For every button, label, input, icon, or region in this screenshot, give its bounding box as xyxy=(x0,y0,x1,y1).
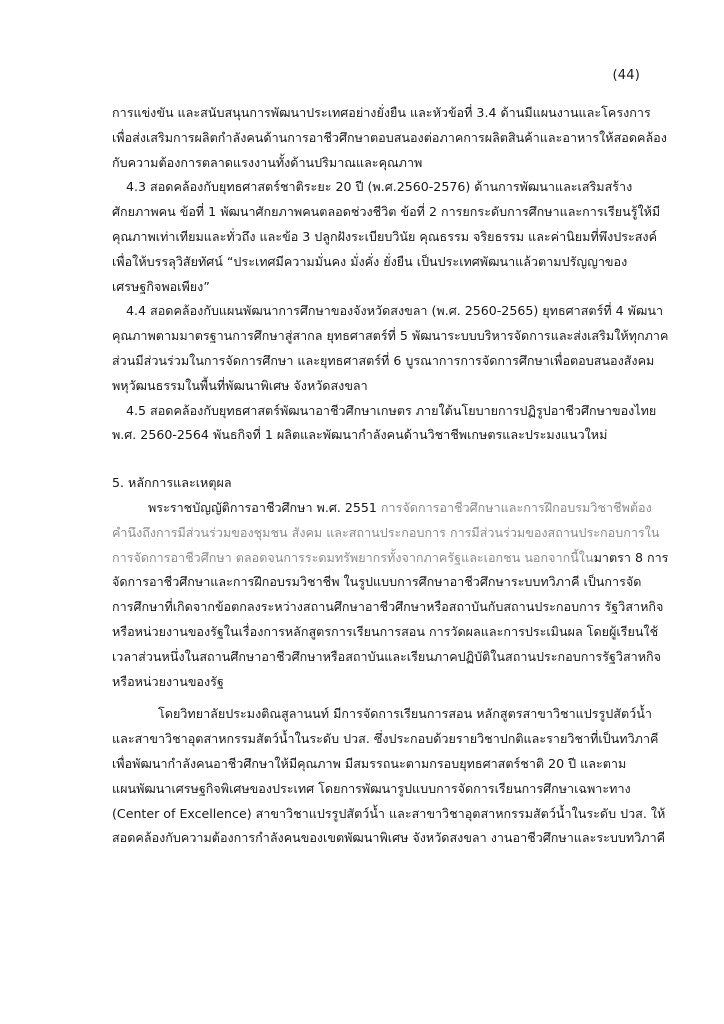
text-line: เพื่อส่งเสริมการผลิตกำลังคนด้านการอาชีวศึกษาตอบสนองต่อภาคการผลิตสินค้าและอาหารให้สอดคล้อง xyxy=(112,129,667,145)
text-line: เพื่อให้บรรลุวิสัยทัศน์ “ประเทศมีความมั่นคง มั่งคั่ง ยั่งยืน เป็นประเทศพัฒนาแล้วตามปรัญญาของ xyxy=(112,253,628,269)
section-reference: มาตรา 8 การ xyxy=(593,549,669,565)
text-line: ส่วนมีส่วนร่วมในการจัดการศึกษา และยุทธศาสตร์ที่ 6 บูรณาการการจัดการศึกษาเพื่อตอบสนองสังคม xyxy=(112,352,655,368)
text-line: แผนพัฒนาเศรษฐกิจพิเศษของประเทศ โดยการพัฒนารูปแบบการจัดการเรียนการศึกษาเฉพาะทาง xyxy=(112,780,631,796)
text-line: เศรษฐกิจพอเพียง” xyxy=(112,278,210,294)
spacer xyxy=(112,696,626,704)
document-body xyxy=(112,103,669,853)
text-line xyxy=(112,498,652,518)
text-line: คุณภาพตามมาตรฐานการศึกษาสู่สากล ยุทธศาสตร์ที่ 5 พัฒนาระบบบริหารจัดการและส่งเสริมให้ทุกภาค xyxy=(112,328,669,344)
text-line: หรือหน่วยงานของรัฐในเรื่องการหลักสูตรการเรียนการสอน การวัดผลและการประเมินผล โดยผู้เรียนใช้ xyxy=(112,623,659,639)
text-line: ศักยภาพคน ข้อที่ 1 พัฒนาศักยภาพคนตลอดช่วงชีวิต ข้อที่ 2 การยกระดับการศึกษาและการเรียนรู้ให้มี xyxy=(112,204,661,220)
text-line: หรือหน่วยงานของรัฐ xyxy=(112,673,224,689)
item-4-3: 4.3 สอดคล้องกับยุทธศาสตร์ชาติระยะ 20 ปี (พ.ศ.2560-2576) ด้านการพัฒนาและเสริมสร้าง xyxy=(126,179,633,195)
act-title: พระราชบัญญัติการอาชีวศึกษา พ.ศ. 2551 xyxy=(148,499,377,515)
text-line: และสาขาวิชาอุตสาหกรรมสัตว์น้ำในระดับ ปวส. ซึ่งประกอบด้วยรายวิชาปกติและรายวิชาที่เป็นทวิภาคี xyxy=(112,731,659,747)
item-4-5: 4.5 สอดคล้องกับยุทธศาสตร์พัฒนาอาชีวศึกษาเกษตร ภายใต้นโยบายการปฏิรูปอาชีวศึกษาของไทย xyxy=(126,402,657,418)
spacer xyxy=(112,450,626,473)
text-line: เพื่อพัฒนากำลังคนอาชีวศึกษาให้มีคุณภาพ มีสมรรถนะตามกรอบยุทธศาสตร์ชาติ 20 ปี และตาม xyxy=(112,755,627,771)
text-line: โดยวิทยาลัยประมงติณสูลานนท์ มีการจัดการเรียนการสอน หลักสูตรสาขาวิชาแปรรูปสัตว์น้ำ xyxy=(158,706,652,722)
text-line: สอดคล้องกับความต้องการกำลังคนของเขตพัฒนาพิเศษ จังหวัดสงขลา งานอาชีวศึกษาและระบบทวิภาคี xyxy=(112,830,666,846)
text-span: การจัดการอาชีวศึกษาและการฝึกอบรมวิชาชีพต้อง xyxy=(376,499,652,515)
text-line: พหุวัฒนธรรมในพื้นที่พัฒนาพิเศษ จังหวัดสงขลา xyxy=(112,377,368,393)
text-line: กับความต้องการตลาดแรงงานทั้งด้านปริมาณและคุณภาพ xyxy=(112,154,423,170)
text-line: การแข่งขัน และสนับสนุนการพัฒนาประเทศอย่างยั่งยืน และหัวข้อที่ 3.4 ด้านมีแผนงานและโครงการ xyxy=(112,105,651,120)
page-number: (44) xyxy=(612,68,640,83)
text-line: คำนึงถึงการมีส่วนร่วมของชุมชน สังคม และสถานประกอบการ การมีส่วนร่วมของสถานประกอบการใน xyxy=(112,524,660,540)
item-4-4: 4.4 สอดคล้องกับแผนพัฒนาการศึกษาของจังหวัดสงขลา (พ.ศ. 2560-2565) ยุทธศาสตร์ที่ 4 พัฒนา xyxy=(126,303,664,319)
text-line xyxy=(112,548,669,568)
text-line: การศึกษาที่เกิดจากข้อตกลงระหว่างสถานศึกษาอาชีวศึกษาหรือสถาบันกับสถานประกอบการ รัฐวิสาหกิจ xyxy=(112,599,664,615)
text-span: การจัดการอาชีวศึกษา ตลอดจนการระดมทรัพยากรทั้งจากภาครัฐและเอกชน นอกจากนี้ใน xyxy=(112,549,594,565)
text-line: (Center of Excellence) สาขาวิชาแปรรูปสัตว์น้ำ และสาขาวิชาอุตสาหกรรมสัตว์น้ำในระดับ ปวส. ให้ xyxy=(112,805,666,821)
text-line: เวลาส่วนหนึ่งในสถานศึกษาอาชีวศึกษาหรือสถาบันและเรียนภาคปฏิบัติในสถานประกอบการรัฐวิสาหกิจ xyxy=(112,648,662,664)
text-line: จัดการอาชีวศึกษาและการฝึกอบรมวิชาชีพ ในรูปแบบการศึกษาอาชีวศึกษาระบบทวิภาคี เป็นการจัด xyxy=(112,574,642,590)
section-heading: 5. หลักการและเหตุผล xyxy=(112,475,232,491)
text-line: คุณภาพเท่าเทียมและทั่วถึง และข้อ 3 ปลูกฝังระเบียบวินัย คุณธรรม จริยธรรม และค่านิยมที่พึงประสงค์ xyxy=(112,228,658,244)
text-line: พ.ศ. 2560-2564 พันธกิจที่ 1 ผลิตและพัฒนากำลังคนด้านวิชาชีพเกษตรและประมงแนวใหม่ xyxy=(112,427,608,443)
